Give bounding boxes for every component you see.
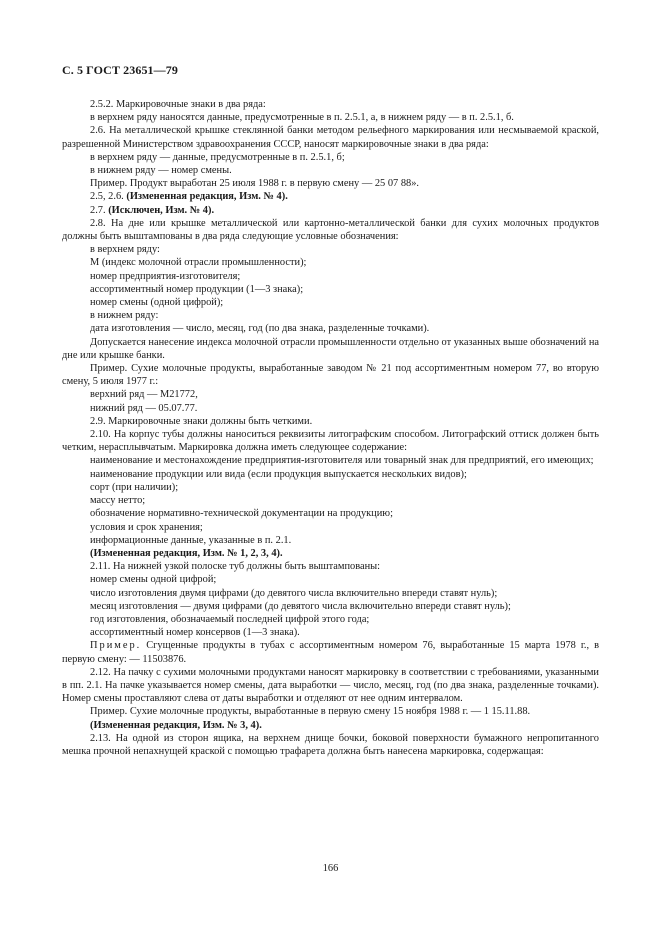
- paragraph-text: 2.5, 2.6.: [90, 191, 124, 203]
- paragraph: [62, 719, 599, 732]
- document-body: [62, 98, 599, 758]
- paragraph: [62, 454, 599, 467]
- paragraph-text: М (индекс молочной отрасли промышленности);: [90, 257, 307, 269]
- paragraph: [62, 428, 599, 454]
- paragraph-text: обозначение нормативно-технической документации на продукцию;: [90, 508, 393, 520]
- paragraph-text: месяц изготовления — двумя цифрами (до девятого числа включительно впереди ставят нуль);: [90, 600, 511, 612]
- paragraph: [62, 705, 599, 718]
- paragraph: [62, 613, 599, 626]
- paragraph: [62, 111, 599, 124]
- paragraph-text: Пример. Сухие молочные продукты, выработанные заводом № 21 под ассортиментным номером 77, во вторую смену, 5 июля 1977 г.:: [62, 363, 599, 388]
- paragraph: [62, 270, 599, 283]
- paragraph-text: 2.11. На нижней узкой полоске туб должны быть выштампованы:: [90, 561, 381, 573]
- paragraph: [62, 468, 599, 481]
- paragraph: [62, 587, 599, 600]
- paragraph-text: Допускается нанесение индекса молочной отрасли промышленности отдельно от указанных выше обозначений на дне или крышке банки.: [62, 336, 599, 361]
- paragraph: [62, 639, 599, 665]
- paragraph: [62, 507, 599, 520]
- paragraph-text: 2.7.: [90, 204, 106, 216]
- paragraph-text: верхний ряд — М21772,: [90, 389, 198, 401]
- revision-note: (Измененная редакция, Изм. № 1, 2, 3, 4).: [90, 547, 283, 559]
- paragraph-text: 2.6. На металлической крышке стеклянной банки методом рельефного маркирования или несмываемой краской, разрешенной Министерством здравоохранения СССР, наносят маркировочные знаки в два ряда:: [62, 125, 599, 150]
- paragraph-text: ассортиментный номер продукции (1—3 знака);: [90, 283, 304, 295]
- paragraph-text: Сгущенные продукты в тубах с ассортиментным номером 76, выработанные 15 марта 1978 г., в первую смену: — 11503876.: [62, 640, 599, 665]
- paragraph: [62, 309, 599, 322]
- paragraph-text: Пример. Сухие молочные продукты, выработанные в первую смену 15 ноября 1988 г. — 1 15.11.88.: [90, 706, 531, 718]
- paragraph-text: в верхнем ряду — данные, предусмотренные в п. 2.5.1, б;: [90, 151, 345, 163]
- page-number: 166: [322, 863, 339, 874]
- paragraph-text: год изготовления, обозначаемый последней цифрой этого года;: [90, 613, 370, 625]
- paragraph-text: 2.12. На пачку с сухими молочными продуктами наносят маркировку в соответствии с требованиями, указанными в пп. 2.1. На пачке указывается номер смены, дата выработки — число, месяц, год (по два знака, разделенные точками). Номер смены проставляют слева от даты выработки и отделяют от нее одним интервалом.: [62, 666, 599, 705]
- paragraph: [62, 362, 599, 388]
- paragraph-text: сорт (при наличии);: [90, 481, 179, 493]
- paragraph: [62, 521, 599, 534]
- paragraph-text: информационные данные, указанные в п. 2.1.: [90, 534, 292, 546]
- paragraph: [62, 98, 599, 111]
- paragraph-text: 2.13. На одной из сторон ящика, на верхнем днище бочки, боковой поверхности бумажного непропитанного мешка прочной непахнущей краской с помощью трафарета должна быть нанесена маркировка, содержащая:: [62, 732, 599, 757]
- paragraph-text: дата изготовления — число, месяц, год (по два знака, разделенные точками).: [90, 323, 430, 335]
- paragraph: [62, 243, 599, 256]
- paragraph: [62, 124, 599, 150]
- paragraph-text: число изготовления двумя цифрами (до девятого числа включительно впереди ставят нуль);: [90, 587, 498, 599]
- paragraph-text: в нижнем ряду:: [90, 310, 159, 322]
- paragraph: [62, 336, 599, 362]
- paragraph: [62, 388, 599, 401]
- revision-note: (Измененная редакция, Изм. № 4).: [126, 191, 288, 203]
- paragraph: [62, 534, 599, 547]
- paragraph: [62, 256, 599, 269]
- revision-note: (Исключен, Изм. № 4).: [108, 204, 215, 216]
- example-label: Пример.: [90, 640, 142, 652]
- paragraph-text: нижний ряд — 05.07.77.: [90, 402, 198, 414]
- paragraph: [62, 547, 599, 560]
- paragraph: [62, 573, 599, 586]
- page-header: С. 5 ГОСТ 23651—79: [62, 63, 178, 77]
- paragraph: [62, 560, 599, 573]
- paragraph-text: 2.8. На дне или крышке металлической или картонно-металлической банки для сухих молочных продуктов должны быть выштампованы в два ряда следующие условные обозначения:: [62, 217, 599, 243]
- paragraph-text: массу нетто;: [90, 495, 146, 507]
- paragraph-text: наименование продукции или вида (если продукция выпускается нескольких видов);: [90, 468, 467, 480]
- paragraph-text: в верхнем ряду:: [90, 244, 160, 256]
- paragraph: [62, 217, 599, 243]
- paragraph: [62, 415, 599, 428]
- paragraph: [62, 204, 599, 217]
- paragraph-text: Пример. Продукт выработан 25 июля 1988 г. в первую смену — 25 07 88».: [90, 178, 419, 190]
- paragraph: [62, 190, 599, 203]
- revision-note: (Измененная редакция, Изм. № 3, 4).: [90, 719, 262, 731]
- paragraph-text: 2.9. Маркировочные знаки должны быть четкими.: [90, 415, 313, 427]
- paragraph-text: в нижнем ряду — номер смены.: [90, 165, 232, 177]
- paragraph: [62, 494, 599, 507]
- paragraph-text: 2.5.2. Маркировочные знаки в два ряда:: [90, 99, 266, 110]
- paragraph: [62, 283, 599, 296]
- paragraph-text: 2.10. На корпус тубы должны наноситься реквизиты литографским способом. Литографский оттиск должен быть четким, нерасплывчатым. Маркировка должна иметь следующее содержание:: [62, 429, 599, 454]
- paragraph-text: номер смены одной цифрой;: [90, 574, 217, 586]
- paragraph: [62, 164, 599, 177]
- paragraph-text: номер предприятия-изготовителя;: [90, 270, 241, 282]
- paragraph: [62, 322, 599, 335]
- paragraph-text: ассортиментный номер консервов (1—3 знака).: [90, 627, 300, 639]
- paragraph: [62, 666, 599, 706]
- paragraph: [62, 151, 599, 164]
- paragraph: [62, 732, 599, 758]
- paragraph-text: наименование и местонахождение предприятия-изготовителя или товарный знак для предприятий, его имеющих;: [90, 455, 594, 467]
- paragraph: [62, 600, 599, 613]
- paragraph-text: условия и срок хранения;: [90, 521, 203, 533]
- paragraph: [62, 402, 599, 415]
- paragraph-text: номер смены (одной цифрой);: [90, 297, 224, 309]
- paragraph: [62, 626, 599, 639]
- paragraph: [62, 481, 599, 494]
- paragraph: [62, 177, 599, 190]
- paragraph: [62, 296, 599, 309]
- paragraph-text: в верхнем ряду наносятся данные, предусмотренные в п. 2.5.1, а, в нижнем ряду — в п. 2.5.1, б.: [90, 112, 514, 124]
